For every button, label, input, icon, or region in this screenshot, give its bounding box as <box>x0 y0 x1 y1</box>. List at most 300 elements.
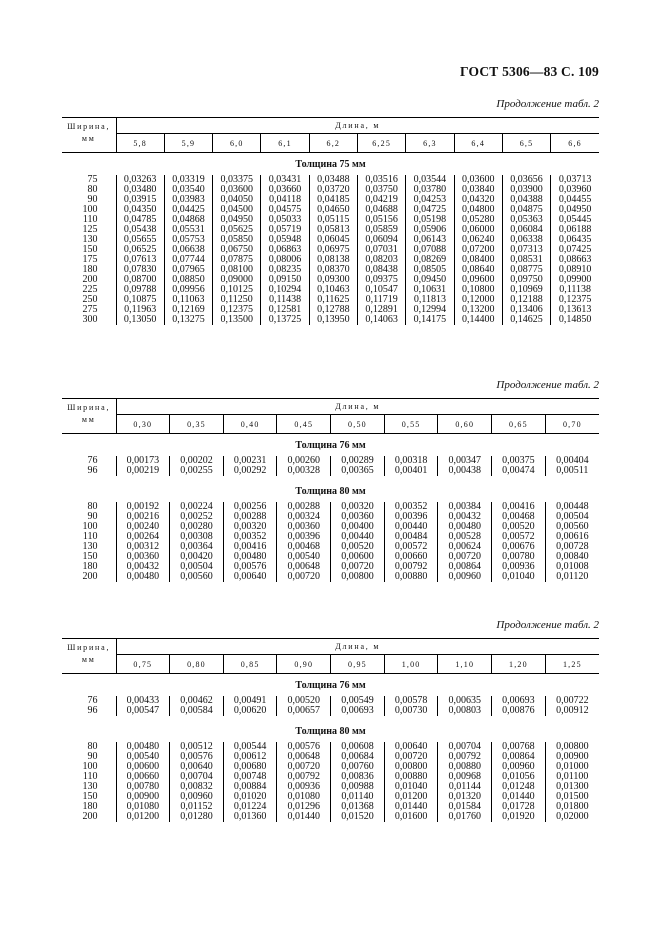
volume-cell: 0,00720 <box>277 762 331 772</box>
volume-cell: 0,08006 <box>261 255 309 265</box>
volume-cell: 0,01200 <box>116 812 170 822</box>
thickness-heading: Толщина 76 мм <box>295 439 366 451</box>
volume-cell: 0,01920 <box>492 812 546 822</box>
volume-cell: 0,00400 <box>331 522 385 532</box>
volume-cell: 0,00240 <box>116 522 170 532</box>
volume-cell: 0,11063 <box>164 295 212 305</box>
volume-cell: 0,00288 <box>277 502 331 512</box>
volume-cell: 0,07425 <box>551 245 599 255</box>
volume-cell: 0,00640 <box>223 572 277 582</box>
length-header: Длина, м <box>116 639 599 655</box>
volume-cell: 0,05033 <box>261 215 309 225</box>
volume-cell: 0,01040 <box>492 572 546 582</box>
volume-cell: 0,00440 <box>331 532 385 542</box>
volume-cell: 0,00880 <box>384 772 438 782</box>
volume-cell: 0,00468 <box>277 542 331 552</box>
volume-cell: 0,00404 <box>545 456 599 466</box>
volume-cell: 0,05363 <box>502 215 550 225</box>
volume-cell: 0,03544 <box>406 175 454 185</box>
volume-cell: 0,04725 <box>406 205 454 215</box>
volume-cell: 0,00289 <box>331 456 385 466</box>
volume-cell: 0,00800 <box>545 742 599 752</box>
volume-cell: 0,08505 <box>406 265 454 275</box>
volume-cell: 0,01440 <box>277 812 331 822</box>
volume-cell: 0,14063 <box>357 315 405 325</box>
volume-cell: 0,03375 <box>213 175 261 185</box>
volume-cell: 0,03713 <box>551 175 599 185</box>
volume-cell: 0,11813 <box>406 295 454 305</box>
volume-cell: 0,00792 <box>384 562 438 572</box>
volume-cell: 0,12188 <box>502 295 550 305</box>
volume-cell: 0,00202 <box>170 456 224 466</box>
volume-cell: 0,04800 <box>454 205 502 215</box>
volume-cell: 0,00416 <box>223 542 277 552</box>
length-value-header: 0,95 <box>331 655 385 674</box>
volume-cell: 0,04950 <box>213 215 261 225</box>
volume-cell: 0,00620 <box>223 706 277 716</box>
volume-cell: 0,00420 <box>170 552 224 562</box>
volume-cell: 0,03900 <box>502 185 550 195</box>
volume-cell: 0,04388 <box>502 195 550 205</box>
continuation-note-1: Продолжение табл. 2 <box>496 98 599 110</box>
row-width-cell: 300 <box>82 314 98 325</box>
volume-cell: 0,00720 <box>438 552 492 562</box>
row-width-cell: 180 <box>82 264 98 275</box>
volume-cell: 0,09900 <box>551 275 599 285</box>
volume-cell: 0,05625 <box>213 225 261 235</box>
volume-cell: 0,00432 <box>116 562 170 572</box>
length-value-header: 0,45 <box>277 415 331 434</box>
volume-cell: 0,00572 <box>492 532 546 542</box>
row-width-cell: 76 <box>87 455 98 466</box>
volume-cell: 0,12581 <box>261 305 309 315</box>
volume-cell: 0,00760 <box>331 762 385 772</box>
volume-cell: 0,01320 <box>438 792 492 802</box>
volume-cell: 0,03263 <box>116 175 164 185</box>
volume-cell: 0,00704 <box>438 742 492 752</box>
volume-cell: 0,00572 <box>384 542 438 552</box>
volume-cell: 0,08850 <box>164 275 212 285</box>
volume-cell: 0,07088 <box>406 245 454 255</box>
volume-cell: 0,06084 <box>502 225 550 235</box>
volume-cell: 0,12891 <box>357 305 405 315</box>
volume-cell: 0,05948 <box>261 235 309 245</box>
volume-cell: 0,08663 <box>551 255 599 265</box>
row-width-cell: 130 <box>82 541 98 552</box>
volume-cell: 0,08370 <box>309 265 357 275</box>
volume-cell: 0,00660 <box>384 552 438 562</box>
volume-cell: 0,00578 <box>384 696 438 706</box>
row-width-cell: 110 <box>82 771 98 782</box>
volume-cell: 0,03656 <box>502 175 550 185</box>
volume-cell: 0,01440 <box>384 802 438 812</box>
volume-cell: 0,00540 <box>277 552 331 562</box>
volume-cell: 0,01120 <box>545 572 599 582</box>
row-width-cell: 90 <box>87 194 98 205</box>
volume-cell: 0,00318 <box>384 456 438 466</box>
volume-cell: 0,06638 <box>164 245 212 255</box>
volume-cell: 0,04785 <box>116 215 164 225</box>
volume-cell: 0,00768 <box>492 742 546 752</box>
volume-cell: 0,00352 <box>223 532 277 542</box>
volume-cell: 0,01760 <box>438 812 492 822</box>
volume-cell: 0,10547 <box>357 285 405 295</box>
volume-cell: 0,03600 <box>213 185 261 195</box>
volume-cell: 0,00720 <box>384 752 438 762</box>
volume-cell: 0,00528 <box>438 532 492 542</box>
volume-cell: 0,00401 <box>384 466 438 476</box>
length-value-header: 0,75 <box>116 655 170 674</box>
volume-cell: 0,00288 <box>223 512 277 522</box>
length-value-header: 0,60 <box>438 415 492 434</box>
volume-cell: 0,00640 <box>170 762 224 772</box>
volume-cell: 0,00560 <box>170 572 224 582</box>
volume-cell: 0,05438 <box>116 225 164 235</box>
volume-cell: 0,03431 <box>261 175 309 185</box>
volume-cell: 0,00968 <box>438 772 492 782</box>
volume-cell: 0,05850 <box>213 235 261 245</box>
volume-cell: 0,00960 <box>492 762 546 772</box>
row-width-cell: 96 <box>87 465 98 476</box>
volume-cell: 0,00480 <box>116 742 170 752</box>
table-row <box>62 315 599 325</box>
volume-cell: 0,14625 <box>502 315 550 325</box>
volume-cell: 0,09750 <box>502 275 550 285</box>
volume-cell: 0,00320 <box>331 502 385 512</box>
volume-cell: 0,10125 <box>213 285 261 295</box>
volume-cell: 0,00936 <box>492 562 546 572</box>
volume-cell: 0,00433 <box>116 696 170 706</box>
length-value-header: 0,80 <box>170 655 224 674</box>
volume-cell: 0,00960 <box>170 792 224 802</box>
volume-cell: 0,02000 <box>545 812 599 822</box>
volume-cell: 0,07830 <box>116 265 164 275</box>
volume-cell: 0,00722 <box>545 696 599 706</box>
volume-cell: 0,04219 <box>357 195 405 205</box>
volume-cell: 0,00375 <box>492 456 546 466</box>
volume-cell: 0,01056 <box>492 772 546 782</box>
volume-cell: 0,00256 <box>223 502 277 512</box>
volume-cell: 0,00480 <box>223 552 277 562</box>
length-value-header: 1,20 <box>492 655 546 674</box>
row-width-cell: 180 <box>82 561 98 572</box>
volume-cell: 0,00252 <box>170 512 224 522</box>
volume-cell: 0,00600 <box>331 552 385 562</box>
table-2 <box>62 398 599 582</box>
volume-cell: 0,06750 <box>213 245 261 255</box>
volume-cell: 0,10631 <box>406 285 454 295</box>
row-width-cell: 100 <box>82 521 98 532</box>
volume-cell: 0,07875 <box>213 255 261 265</box>
volume-cell: 0,04875 <box>502 205 550 215</box>
volume-cell: 0,05115 <box>309 215 357 225</box>
volume-cell: 0,00635 <box>438 696 492 706</box>
volume-cell: 0,05813 <box>309 225 357 235</box>
volume-cell: 0,10294 <box>261 285 309 295</box>
volume-cell: 0,00540 <box>116 752 170 762</box>
row-width-cell: 76 <box>87 695 98 706</box>
volume-cell: 0,00480 <box>116 572 170 582</box>
length-value-header: 1,25 <box>545 655 599 674</box>
volume-cell: 0,00396 <box>384 512 438 522</box>
volume-cell: 0,03600 <box>454 175 502 185</box>
volume-cell: 0,09000 <box>213 275 261 285</box>
volume-cell: 0,00728 <box>545 542 599 552</box>
table-3 <box>62 638 599 822</box>
volume-cell: 0,08700 <box>116 275 164 285</box>
volume-cell: 0,08531 <box>502 255 550 265</box>
volume-cell: 0,00255 <box>170 466 224 476</box>
page-header: ГОСТ 5306—83 С. 109 <box>460 64 599 79</box>
volume-cell: 0,00438 <box>438 466 492 476</box>
volume-cell: 0,01584 <box>438 802 492 812</box>
volume-cell: 0,00468 <box>492 512 546 522</box>
volume-cell: 0,00792 <box>277 772 331 782</box>
row-width-cell: 150 <box>82 244 98 255</box>
volume-cell: 0,00384 <box>438 502 492 512</box>
volume-cell: 0,01080 <box>116 802 170 812</box>
volume-cell: 0,06435 <box>551 235 599 245</box>
volume-cell: 0,11438 <box>261 295 309 305</box>
volume-cell: 0,01000 <box>545 762 599 772</box>
volume-cell: 0,07965 <box>164 265 212 275</box>
volume-cell: 0,05280 <box>454 215 502 225</box>
volume-cell: 0,05655 <box>116 235 164 245</box>
length-value-header: 5,9 <box>164 134 212 153</box>
volume-cell: 0,05906 <box>406 225 454 235</box>
volume-cell: 0,00780 <box>116 782 170 792</box>
volume-cell: 0,08235 <box>261 265 309 275</box>
row-width-cell: 100 <box>82 204 98 215</box>
volume-cell: 0,05198 <box>406 215 454 225</box>
volume-cell: 0,05859 <box>357 225 405 235</box>
continuation-note-3: Продолжение табл. 2 <box>496 619 599 631</box>
volume-cell: 0,01200 <box>384 792 438 802</box>
volume-cell: 0,01520 <box>331 812 385 822</box>
volume-cell: 0,08138 <box>309 255 357 265</box>
length-header: Длина, м <box>116 118 599 134</box>
table-row <box>62 466 599 476</box>
volume-cell: 0,00803 <box>438 706 492 716</box>
volume-cell: 0,03960 <box>551 185 599 195</box>
thickness-heading: Толщина 80 мм <box>295 485 366 497</box>
volume-cell: 0,12994 <box>406 305 454 315</box>
volume-cell: 0,00432 <box>438 512 492 522</box>
volume-cell: 0,05156 <box>357 215 405 225</box>
volume-cell: 0,01020 <box>223 792 277 802</box>
volume-cell: 0,04500 <box>213 205 261 215</box>
volume-cell: 0,13500 <box>213 315 261 325</box>
volume-cell: 0,00484 <box>384 532 438 542</box>
length-value-header: 0,70 <box>545 415 599 434</box>
volume-cell: 0,13950 <box>309 315 357 325</box>
volume-cell: 0,00730 <box>384 706 438 716</box>
volume-cell: 0,08269 <box>406 255 454 265</box>
volume-cell: 0,09150 <box>261 275 309 285</box>
volume-cell: 0,01040 <box>384 782 438 792</box>
volume-cell: 0,00560 <box>545 522 599 532</box>
volume-cell: 0,03319 <box>164 175 212 185</box>
thickness-heading: Толщина 75 мм <box>295 158 366 170</box>
volume-cell: 0,00544 <box>223 742 277 752</box>
volume-cell: 0,10969 <box>502 285 550 295</box>
volume-cell: 0,08100 <box>213 265 261 275</box>
volume-cell: 0,03915 <box>116 195 164 205</box>
volume-cell: 0,06045 <box>309 235 357 245</box>
row-width-cell: 180 <box>82 801 98 812</box>
volume-cell: 0,01368 <box>331 802 385 812</box>
volume-cell: 0,04650 <box>309 205 357 215</box>
length-value-header: 6,5 <box>502 134 550 153</box>
length-value-header: 0,35 <box>170 415 224 434</box>
volume-cell: 0,00491 <box>223 696 277 706</box>
volume-cell: 0,13406 <box>502 305 550 315</box>
volume-cell: 0,01500 <box>545 792 599 802</box>
volume-cell: 0,11250 <box>213 295 261 305</box>
volume-cell: 0,08775 <box>502 265 550 275</box>
row-width-cell: 96 <box>87 705 98 716</box>
volume-cell: 0,01144 <box>438 782 492 792</box>
volume-cell: 0,03840 <box>454 185 502 195</box>
volume-cell: 0,00224 <box>170 502 224 512</box>
volume-cell: 0,01360 <box>223 812 277 822</box>
length-header: Длина, м <box>116 399 599 415</box>
volume-cell: 0,03480 <box>116 185 164 195</box>
length-value-header: 0,90 <box>277 655 331 674</box>
volume-cell: 0,14400 <box>454 315 502 325</box>
volume-cell: 0,12000 <box>454 295 502 305</box>
volume-cell: 0,00832 <box>170 782 224 792</box>
volume-cell: 0,00216 <box>116 512 170 522</box>
volume-cell: 0,04253 <box>406 195 454 205</box>
thickness-heading: Толщина 76 мм <box>295 679 366 691</box>
length-value-header: 0,65 <box>492 415 546 434</box>
volume-cell: 0,01800 <box>545 802 599 812</box>
volume-cell: 0,05753 <box>164 235 212 245</box>
row-width-cell: 130 <box>82 234 98 245</box>
volume-cell: 0,07313 <box>502 245 550 255</box>
volume-cell: 0,00704 <box>170 772 224 782</box>
volume-cell: 0,01224 <box>223 802 277 812</box>
volume-cell: 0,05719 <box>261 225 309 235</box>
volume-cell: 0,00657 <box>277 706 331 716</box>
volume-cell: 0,01440 <box>492 792 546 802</box>
volume-cell: 0,04950 <box>551 205 599 215</box>
volume-cell: 0,06525 <box>116 245 164 255</box>
row-width-cell: 110 <box>82 214 98 225</box>
volume-cell: 0,03720 <box>309 185 357 195</box>
table-row <box>62 572 599 582</box>
volume-cell: 0,07744 <box>164 255 212 265</box>
length-value-header: 6,3 <box>406 134 454 153</box>
volume-cell: 0,13200 <box>454 305 502 315</box>
volume-cell: 0,01140 <box>331 792 385 802</box>
volume-cell: 0,08438 <box>357 265 405 275</box>
volume-cell: 0,00264 <box>116 532 170 542</box>
row-width-cell: 80 <box>87 741 98 752</box>
volume-cell: 0,00584 <box>170 706 224 716</box>
volume-cell: 0,01008 <box>545 562 599 572</box>
row-width-cell: 100 <box>82 761 98 772</box>
row-width-cell: 150 <box>82 791 98 802</box>
volume-cell: 0,05531 <box>164 225 212 235</box>
volume-cell: 0,12375 <box>213 305 261 315</box>
length-value-header: 6,1 <box>261 134 309 153</box>
length-value-header: 0,30 <box>116 415 170 434</box>
volume-cell: 0,04118 <box>261 195 309 205</box>
length-value-header: 6,25 <box>357 134 405 153</box>
volume-cell: 0,01080 <box>277 792 331 802</box>
volume-cell: 0,00352 <box>384 502 438 512</box>
length-value-header: 1,10 <box>438 655 492 674</box>
length-value-header: 1,00 <box>384 655 438 674</box>
volume-cell: 0,00260 <box>277 456 331 466</box>
volume-cell: 0,06000 <box>454 225 502 235</box>
volume-cell: 0,00748 <box>223 772 277 782</box>
volume-cell: 0,00988 <box>331 782 385 792</box>
volume-cell: 0,01296 <box>277 802 331 812</box>
volume-cell: 0,00440 <box>384 522 438 532</box>
volume-cell: 0,07200 <box>454 245 502 255</box>
table-1 <box>62 117 599 325</box>
volume-cell: 0,00960 <box>438 572 492 582</box>
volume-cell: 0,03983 <box>164 195 212 205</box>
row-width-cell: 80 <box>87 501 98 512</box>
volume-cell: 0,00520 <box>492 522 546 532</box>
volume-cell: 0,00684 <box>331 752 385 762</box>
volume-cell: 0,00624 <box>438 542 492 552</box>
volume-cell: 0,00504 <box>545 512 599 522</box>
volume-cell: 0,00864 <box>492 752 546 762</box>
width-header: Ширина, мм <box>62 639 116 674</box>
length-value-header: 6,2 <box>309 134 357 153</box>
volume-cell: 0,00576 <box>170 752 224 762</box>
volume-cell: 0,04185 <box>309 195 357 205</box>
volume-cell: 0,00900 <box>545 752 599 762</box>
volume-cell: 0,00360 <box>116 552 170 562</box>
length-value-header: 0,40 <box>223 415 277 434</box>
volume-cell: 0,00840 <box>545 552 599 562</box>
volume-cell: 0,00680 <box>223 762 277 772</box>
volume-cell: 0,00880 <box>438 762 492 772</box>
volume-cell: 0,08640 <box>454 265 502 275</box>
row-width-cell: 225 <box>82 284 98 295</box>
volume-cell: 0,01300 <box>545 782 599 792</box>
volume-cell: 0,13050 <box>116 315 164 325</box>
volume-cell: 0,01248 <box>492 782 546 792</box>
length-value-header: 6,4 <box>454 134 502 153</box>
volume-cell: 0,06143 <box>406 235 454 245</box>
volume-cell: 0,11719 <box>357 295 405 305</box>
volume-cell: 0,05445 <box>551 215 599 225</box>
volume-cell: 0,14850 <box>551 315 599 325</box>
volume-cell: 0,12169 <box>164 305 212 315</box>
volume-cell: 0,04350 <box>116 205 164 215</box>
continuation-note-2: Продолжение табл. 2 <box>496 379 599 391</box>
row-width-cell: 80 <box>87 184 98 195</box>
volume-cell: 0,04575 <box>261 205 309 215</box>
volume-cell: 0,04688 <box>357 205 405 215</box>
row-width-cell: 200 <box>82 571 98 582</box>
thickness-heading: Толщина 80 мм <box>295 725 366 737</box>
volume-cell: 0,03516 <box>357 175 405 185</box>
volume-cell: 0,00900 <box>116 792 170 802</box>
row-width-cell: 250 <box>82 294 98 305</box>
volume-cell: 0,07613 <box>116 255 164 265</box>
volume-cell: 0,00292 <box>223 466 277 476</box>
volume-cell: 0,09450 <box>406 275 454 285</box>
volume-cell: 0,06975 <box>309 245 357 255</box>
